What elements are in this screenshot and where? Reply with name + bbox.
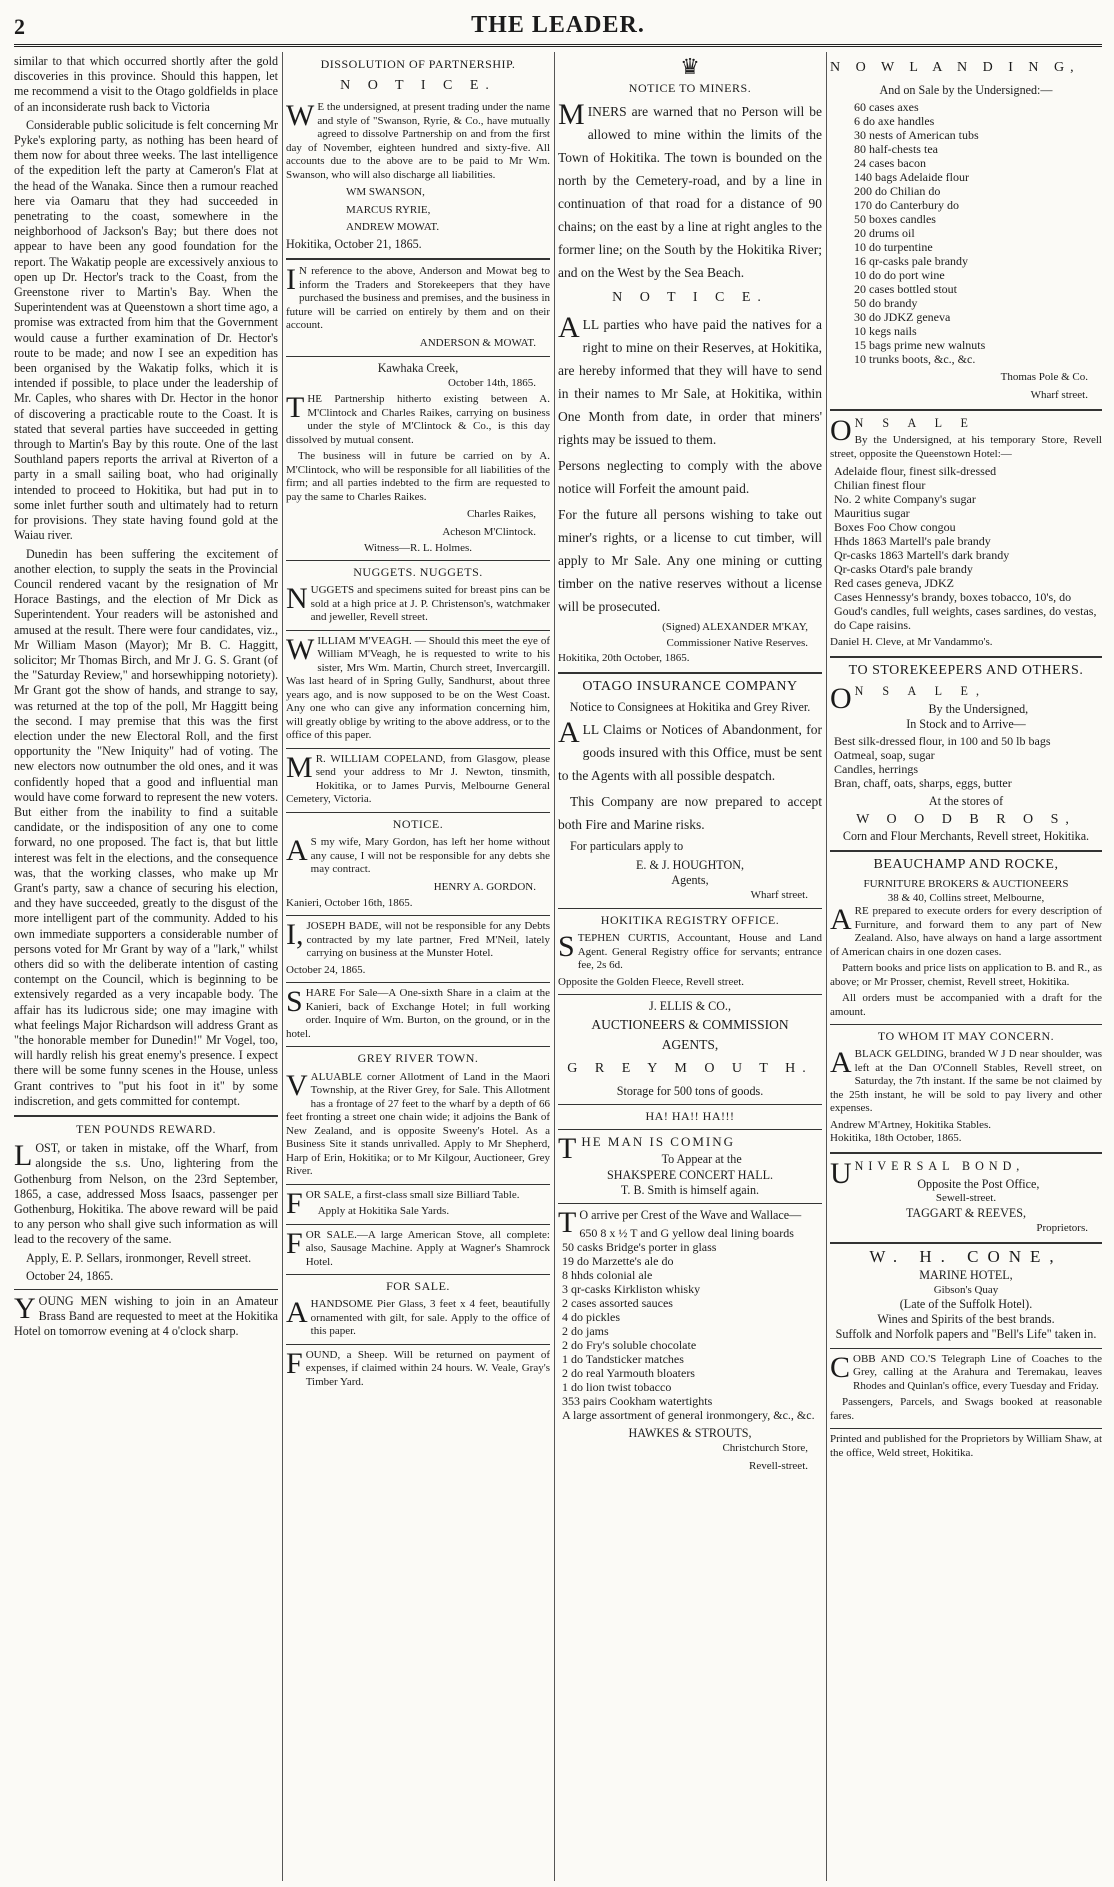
hawkes-name: HAWKES & STROUTS, — [628, 1426, 752, 1441]
witness: Witness—R. L. Holmes. — [363, 541, 473, 554]
mveagh-body: WILLIAM M'VEAGH. — Should this meet the eye of William M'Veagh, he is requested to write to his sister, Mrs Wm. Martin, Church street, Invercargill. Was last heard of in Spring Gully, Sandhurst, about three years ago, and is now supposed to be on the West Coast. Any one who can give any information concerning him, will greatly oblige by writing to the above address, or to the office of this paper. — [286, 632, 550, 742]
drop-cap: A — [830, 903, 852, 937]
drop-cap: F — [286, 1346, 303, 1380]
list-item: 200 do Chilian do — [854, 184, 941, 199]
drop-cap: F — [286, 1186, 303, 1220]
list-item: Oatmeal, soap, sugar — [834, 748, 935, 763]
billiard-apply: Apply at Hokitika Sale Yards. — [317, 1205, 450, 1218]
list-item: 20 drums oil — [854, 226, 915, 241]
grey-river-heading: GREY RIVER TOWN. — [357, 1051, 479, 1066]
drop-cap: T — [558, 1205, 577, 1239]
otago-agent-3: Wharf street. — [750, 888, 808, 901]
beauchamp-sub: FURNITURE BROKERS & AUCTIONEERS — [863, 878, 1069, 891]
dissolution-heading: DISSOLUTION OF PARTNERSHIP. — [320, 57, 516, 71]
otago-sub: Notice to Consignees at Hokitika and Grey River. — [569, 700, 811, 715]
storekeepers-heading: TO STOREKEEPERS AND OTHERS. — [848, 662, 1084, 678]
bond-line-2: Sewell-street. — [935, 1192, 997, 1205]
list-item: 2 cases assorted sauces — [562, 1296, 673, 1311]
separator — [558, 994, 822, 995]
separator — [286, 258, 550, 260]
list-item: 10 trunks boots, &c., &c. — [854, 352, 976, 367]
list-item: Qr-casks 1863 Martell's dark brandy — [834, 548, 1010, 563]
signature: HENRY A. GORDON. — [433, 880, 536, 893]
column-4 — [830, 54, 1102, 1881]
column-2 — [286, 54, 550, 1881]
ha-heading: HA! HA!! HA!!! — [645, 1108, 735, 1123]
list-item: Qr-casks Otard's pale brandy — [834, 562, 973, 577]
separator — [286, 982, 550, 983]
separator — [830, 1348, 1102, 1349]
storekeepers-line-2: In Stock and to Arrive— — [906, 717, 1026, 732]
list-item: 30 nests of American tubs — [854, 128, 979, 143]
column-3 — [558, 54, 822, 1881]
list-item: 24 cases bacon — [854, 156, 926, 171]
separator — [14, 1115, 278, 1117]
landing-signature-2: Wharf street. — [1030, 388, 1088, 401]
drop-cap: O — [830, 413, 852, 447]
kawhaka-body-2: The business will in future be carried on by A. M'Clintock, who will be responsible for all liabilities of the firm; and all parties indebted to the firm are requested to pay the same to Charles Raikes. — [286, 450, 550, 503]
landing-sub: And on Sale by the Undersigned:— — [879, 83, 1053, 98]
beauchamp-address: 38 & 40, Collins street, Melbourne, — [887, 891, 1045, 904]
separator — [286, 356, 550, 357]
list-item: 2 do jams — [562, 1324, 609, 1339]
separator — [558, 672, 822, 674]
list-item: 2 do Fry's soluble chocolate — [562, 1338, 697, 1353]
separator — [830, 1242, 1102, 1244]
separator — [558, 1104, 822, 1105]
grey-river-body: VALUABLE corner Allotment of Land in the Maori Township, at the River Grey, for Sale. This Allotment has a frontage of 27 feet to the wharf by a depth of 66 feet fronting a street one chain wide; it adjoins the Bank of New Zealand, and is opposite Sweeny's Hotel. As a Business Site it stands unrivalled. Apply to Mr Shepherd, Harp of Erin, Hokitika; or to Mr Kilgour, Auctioneer, Grey River. — [286, 1068, 550, 1178]
drop-cap: S — [286, 985, 303, 1019]
masthead-rule — [14, 44, 1102, 47]
drop-cap: A — [830, 1046, 852, 1080]
list-item: 50 casks Bridge's porter in glass — [562, 1240, 717, 1255]
registry-body-2: Opposite the Golden Fleece, Revell street. — [558, 975, 745, 988]
glass-body: AHANDSOME Pier Glass, 3 feet x 4 feet, beautifully ornamented with gilt, for sale. Apply to the office of this paper. — [286, 1296, 550, 1338]
kawhaka-body: THE Partnership hitherto existing between A. M'Clintock and Charles Raikes, carrying on business under the style of M'Clintock & Co., is this day dissolved by mutual consent. — [286, 391, 550, 446]
ellis-storage: Storage for 500 tons of goods. — [616, 1083, 764, 1098]
royal-crest-icon: ♛ — [680, 54, 700, 79]
separator — [830, 1428, 1102, 1429]
bond-line-1: Opposite the Post Office, — [917, 1177, 1040, 1192]
notice-signature-title: Commissioner Native Reserves. — [666, 636, 808, 649]
column-divider — [554, 52, 555, 1881]
cone-line-5: Suffolk and Norfolk papers and "Bell's Life" taken in. — [835, 1327, 1097, 1342]
concern-date: Hokitika, 18th October, 1865. — [830, 1132, 962, 1145]
storekeepers-line-1: By the Undersigned, — [928, 701, 1029, 716]
reward-date: October 24, 1865. — [26, 1268, 114, 1283]
column-1 — [14, 54, 278, 1881]
list-item: Red cases geneva, JDKZ — [834, 576, 954, 591]
newspaper-title: THE LEADER. — [471, 12, 645, 38]
concern-heading: TO WHOM IT MAY CONCERN. — [877, 1029, 1055, 1044]
list-item: 80 half-chests tea — [854, 142, 938, 157]
drop-cap: U — [830, 1156, 852, 1190]
miners-body: MINERS are warned that no Person will be allowed to mine within the limits of the Town of Hokitika. The town is bounded on the north by the Cemetery-road, and by a line in continuation of that road for a distance of 90 chains; on the east by a line at right angles to the former line; on the South by the Hokitika River; and on the West by the Sea Beach. — [558, 98, 822, 281]
drop-cap: W — [286, 632, 315, 666]
cone-line-1: MARINE HOTEL, — [919, 1268, 1013, 1283]
masthead — [14, 8, 1102, 42]
drop-cap: A — [286, 834, 308, 868]
list-item: 10 do do port wine — [854, 268, 945, 283]
drop-cap: T — [286, 391, 305, 425]
gordon-date: Kanieri, October 16th, 1865. — [286, 896, 413, 909]
list-item: 15 bags prime new walnuts — [854, 338, 986, 353]
landing-signature: Thomas Pole & Co. — [1000, 371, 1088, 384]
drop-cap: S — [558, 930, 575, 964]
notice-body-2: Persons neglecting to comply with the above notice will Forfeit the amount paid. — [558, 458, 822, 497]
notice-2-heading: NOTICE. — [392, 816, 444, 831]
ellis-name: J. ELLIS & CO., — [649, 999, 731, 1014]
concern-signature: Andrew M'Artney, Hokitika Stables. — [830, 1118, 992, 1131]
separator — [286, 1344, 550, 1345]
beauchamp-body-3: All orders must be accompanied with a draft for the amount. — [830, 992, 1102, 1018]
separator — [558, 908, 822, 909]
list-item: 353 pairs Cookham watertights — [562, 1394, 713, 1409]
cone-line-3: (Late of the Suffolk Hotel). — [899, 1297, 1033, 1312]
ellis-town: G R E Y M O U T H. — [567, 1060, 813, 1076]
man-line-1: To Appear at the — [661, 1152, 742, 1167]
cobb-body-2: Passengers, Parcels, and Swags booked at reasonable fares. — [830, 1396, 1102, 1422]
bade-body: I, JOSEPH BADE, will not be responsible for any Debts contracted by my late partner, Fred M'Neil, lately carrying on business at the Munster Hotel. — [286, 918, 550, 960]
separator — [286, 1274, 550, 1275]
on-sale-heading: N S A L E — [854, 415, 976, 430]
article-paragraph: Dunedin has been suffering the excitement of another election, to supply the seats in the Provincial Council rendered vacant by the resignation of Mr Horace Bastings, and the election of Mr Dick as Superintendent. Your readers will be astonished and amused at the result. There were four candidates, viz., Mr William Mason (Mayor); Mr B. C. Haggitt, solicitor; Mr Thomas Birch, and Mr J. G. S. Grant (of the "Saturday Review," and horsewhipping notoriety). Mr Grant got the show of hands, and strange to say, was returned at the top of the poll, Mr Haggitt being the second. I may premise that this was the first election under the new Electoral Roll, and the first opportunity the "New Iniquity" had of voting. The new electors now outnumber the old ones, and it was confidently hoped that a good and influential man would have come forward to represent the new voters. But either from the inability to find a suitable candidate, or the indisposition of any one to come forward, no one proposed. The fact is, that but little interest was felt in the elections, and the consequence was, that the working classes, who make up Mr Grant's party, saw a chance of securing his election, and they have succeeded, greatly to the disgust of the more intelligent part of the community. Added to his own immediate supporters a considerable number of persons voted for Mr Grant by way of a "lark," whilst others did so with the deliberate intention of casting contempt on the Council, which is beginning to be extensively regarded as a very incapable body. The affair has its ludicrous side; one may imagine with what feelings Major Richardson will address Grant as "the honorable member for Dunedin!" Mr Vogel, too, will hardly relish his great enemy's presence. I expect there will be some funny scenes in the House, unless Grant contrives to "put his foot in it" by some indiscretion, and gets committed for contempt. — [14, 546, 278, 1108]
drop-cap: A — [558, 716, 580, 750]
drop-cap: T — [558, 1132, 579, 1166]
list-item: 20 cases bottled stout — [854, 282, 957, 297]
drop-cap: M — [558, 98, 585, 132]
list-item: 8 hhds colonial ale — [562, 1268, 653, 1283]
list-item: A large assortment of general ironmongery, &c., &c. — [562, 1408, 815, 1423]
beauchamp-body: ARE prepared to execute orders for every description of Furniture, and forward them to any part of New Zealand. Also, have always on hand a large assortment of American chairs in one dozen cases. — [830, 903, 1102, 958]
bade-date: October 24, 1865. — [286, 963, 366, 976]
man-line-2: SHAKSPERE CONCERT HALL. — [606, 1167, 774, 1182]
drop-cap: F — [286, 1226, 303, 1260]
landing-list — [854, 100, 1102, 366]
beauchamp-heading: BEAUCHAMP AND ROCKE, — [873, 856, 1059, 872]
list-item: 19 do Marzette's ale do — [562, 1254, 674, 1269]
list-item: Candles, herrings — [834, 762, 918, 777]
separator — [830, 409, 1102, 411]
storekeepers-on-sale: N S A L E, — [854, 683, 987, 698]
drop-cap: V — [286, 1068, 308, 1102]
drop-cap: O — [830, 681, 852, 715]
storekeepers-line-5: Corn and Flour Merchants, Revell street, Hokitika. — [842, 828, 1090, 843]
man-line-3: T. B. Smith is himself again. — [620, 1182, 760, 1197]
drop-cap: L — [14, 1139, 33, 1173]
drop-cap: N — [286, 582, 308, 616]
separator — [286, 915, 550, 916]
wave-body: T O arrive per Crest of the Wave and Wallace— — [558, 1205, 802, 1239]
registry-body: STEPHEN CURTIS, Accountant, House and Land Agent. General Registry office for servants; entrance fee, 2s 6d. — [558, 930, 822, 972]
signature: Acheson M'Clintock. — [442, 525, 536, 538]
otago-agent: E. & J. HOUGHTON, — [636, 857, 744, 872]
separator — [286, 1046, 550, 1047]
list-item: 60 cases axes — [854, 100, 919, 115]
separator — [14, 1289, 278, 1290]
dissolution-body: W E the undersigned, at present trading under the name and style of "Swanson, Ryrie, & Co., have mutually agreed to dissolve Partnership on and from the first day of November, eighteen hundred and sixty-five. All accounts due to the above are to be paid to Mr Wm. Swanson, who will also discharge all liabilities. — [286, 99, 550, 181]
drop-cap: W — [286, 99, 315, 133]
bond-heading: NIVERSAL BOND, — [854, 1158, 1025, 1173]
separator — [830, 1152, 1102, 1154]
separator — [830, 656, 1102, 658]
list-item: Bran, chaff, oats, sharps, eggs, butter — [834, 776, 1012, 791]
drop-cap: Y — [14, 1292, 36, 1326]
list-item: 50 do brandy — [854, 296, 918, 311]
nuggets-heading: NUGGETS. NUGGETS. — [353, 565, 483, 580]
wave-list — [562, 1226, 822, 1422]
otago-agent-2: Agents, — [671, 872, 709, 887]
on-sale-body: By the Undersigned, at his temporary Store, Revell street, opposite the Queenstown Hotel:— — [830, 434, 1102, 460]
separator — [286, 1224, 550, 1225]
list-item: 10 do turpentine — [854, 240, 933, 255]
drop-cap: M — [286, 750, 313, 784]
registry-heading: HOKITIKA REGISTRY OFFICE. — [600, 913, 780, 928]
signature: MARCUS RYRIE, — [346, 203, 431, 216]
separator — [286, 560, 550, 561]
list-item: 10 kegs nails — [854, 324, 917, 339]
imprint: Printed and published for the Proprietors by William Shaw, at the office, Weld street, Hokitika. — [830, 1433, 1102, 1459]
hawkes-street: Revell-street. — [749, 1459, 808, 1472]
separator — [830, 850, 1102, 852]
reward-body: LOST, or taken in mistake, off the Wharf, from alongside the s.s. Uno, lightering from the Gothenburg from Nelson, on the 23rd September, 1865, a case, addressed Moss Isaacs, passenger per Gothenburg, Hokitika. The above reward will be paid to any person who shall give such information as will lead to the recovery of the same. — [14, 1139, 278, 1247]
list-item: 50 boxes candles — [854, 212, 936, 227]
beauchamp-body-2: Pattern books and price lists on application to B. and R., as above; or Mr Prosser, chemist, Revell street, Hokitika. — [830, 962, 1102, 988]
reward-apply: Apply, E. P. Sellars, ironmonger, Revell street. — [26, 1250, 252, 1265]
list-item: 2 do real Yarmouth bloaters — [562, 1366, 695, 1381]
list-item: Mauritius sugar — [834, 506, 910, 521]
page-number: 2 — [14, 14, 25, 39]
article-paragraph: similar to that which occurred shortly after the gold discoveries in this province. Should this happen, let me recommend a visit to the Otago goldfields in place of an inconsiderate rush back to Victoria — [14, 54, 278, 114]
on-sale-signature: Daniel H. Cleve, at Mr Vandammo's. — [830, 636, 993, 649]
gordon-body: A S my wife, Mary Gordon, has left her home without any cause, I will not be responsible for any debts she may contract. — [286, 834, 550, 876]
nuggets-body: NUGGETS and specimens suited for breast pins can be sold at a high price at J. P. Christenson's, watchmaker and jeweller, Revell street. — [286, 582, 550, 624]
sheep-body: FOUND, a Sheep. Will be returned on payment of expenses, if claimed within 24 hours. W. Veale, Gray's Timber Yard. — [286, 1346, 550, 1388]
for-sale-heading: FOR SALE. — [386, 1279, 450, 1294]
separator — [558, 1129, 822, 1130]
separator — [558, 1203, 822, 1204]
on-sale-list — [834, 464, 1102, 632]
otago-body-2: This Company are now prepared to accept both Fire and Marine risks. — [558, 794, 822, 833]
otago-body: ALL Claims or Notices of Abandonment, for goods insured with this Office, must be sent to the Agents with all possible despatch. — [558, 716, 822, 784]
list-item: 6 do axe handles — [854, 114, 935, 129]
list-item: 1 do Tandsticker matches — [562, 1352, 684, 1367]
drop-cap: A — [558, 311, 580, 345]
list-item: Hhds 1863 Martell's pale brandy — [834, 534, 991, 549]
kawhaka-place: Kawhaka Creek, — [377, 360, 459, 375]
storekeepers-line-3: At the stores of — [928, 794, 1004, 809]
notice-signature: (Signed) ALEXANDER M'KAY, — [662, 621, 808, 634]
separator — [830, 1024, 1102, 1025]
cone-heading: W. H. CONE, — [869, 1247, 1063, 1267]
drop-cap: C — [830, 1350, 851, 1384]
cone-line-4: Wines and Spirits of the best brands. — [877, 1312, 1055, 1327]
bond-line-3: TAGGART & REEVES, — [905, 1205, 1027, 1220]
list-item: 170 do Canterbury do — [854, 198, 959, 213]
storekeepers-list — [834, 734, 1102, 790]
list-item: 650 8 x ½ T and G yellow deal lining boards — [579, 1226, 794, 1241]
otago-insurance-heading: OTAGO INSURANCE COMPANY — [582, 678, 798, 694]
drop-cap: I, — [286, 918, 304, 952]
reward-heading: TEN POUNDS REWARD. — [75, 1122, 216, 1137]
signature: ANDREW MOWAT. — [346, 220, 440, 233]
separator — [286, 630, 550, 631]
separator — [286, 1184, 550, 1185]
otago-body-3: For particulars apply to — [570, 839, 684, 854]
signature: Charles Raikes, — [466, 508, 536, 521]
wood-bros: W O O D B R O S, — [856, 811, 1076, 827]
separator — [286, 812, 550, 813]
notice-date: Hokitika, 20th October, 1865. — [558, 652, 690, 665]
billiard-body: FOR SALE, a first-class small size Billiard Table. — [286, 1186, 520, 1220]
separator — [286, 748, 550, 749]
dissolution-date: Hokitika, October 21, 1865. — [286, 237, 422, 252]
ellis-title: AUCTIONEERS & COMMISSION — [591, 1016, 789, 1032]
kawhaka-date: October 14th, 1865. — [448, 377, 536, 390]
list-item: 140 bags Adelaide flour — [854, 170, 969, 185]
concern-body: ABLACK GELDING, branded W J D near shoulder, was left at the Dan O'Connell Stables, Revell street, on Saturday, the 7th instant. If the same be not claimed by the 25th instant, he will be sold to pay livery and other expenses. — [830, 1046, 1102, 1115]
notice-body-3: For the future all persons wishing to take out miner's rights, or a license to cut timber, will apply to Mr Sale. Any one mining or cutting timber on the native reserves without a license will be prosecuted. — [558, 507, 822, 615]
stove-body: FOR SALE.—A large American Stove, all complete: also, Sausage Machine. Apply at Wagner's Shamrock Hotel. — [286, 1226, 550, 1268]
bond-line-4: Proprietors. — [1036, 1221, 1088, 1234]
notice-heading: N O T I C E. — [340, 78, 496, 94]
list-item: 3 qr-casks Kirkliston whisky — [562, 1282, 701, 1297]
ellis-agents: AGENTS, — [661, 1036, 719, 1052]
signature: ANDERSON & MOWAT. — [419, 336, 536, 349]
landing-heading: N O W L A N D I N G, — [830, 60, 1080, 75]
list-item: Best silk-dressed flour, in 100 and 50 lb bags — [834, 734, 1051, 749]
column-divider — [282, 52, 283, 1881]
drop-cap: I — [286, 263, 296, 297]
list-item: No. 2 white Company's sugar — [834, 492, 976, 507]
drop-cap: A — [286, 1296, 308, 1330]
hawkes-store: Christchurch Store, — [722, 1442, 808, 1455]
list-item: Adelaide flour, finest silk-dressed — [834, 464, 997, 479]
man-heading: HE MAN IS COMING — [581, 1134, 736, 1150]
list-item: 16 qr-casks pale brandy — [854, 254, 969, 269]
column-divider — [826, 52, 827, 1881]
list-item: 1 do lion twist tobacco — [562, 1380, 672, 1395]
young-men-ad: YOUNG MEN wishing to join in an Amateur Brass Band are requested to meet at the Hokitika Hotel on tomorrow evening at 4 o'clock sharp. — [14, 1292, 278, 1339]
signature: WM SWANSON, — [346, 186, 425, 199]
list-item: 4 do pickles — [562, 1310, 620, 1325]
list-item: Cases Hennessy's brandy, boxes tobacco, 10's, do Goud's candles, full weights, cases sardines, do vestas, do Cape raisins. — [834, 590, 1097, 633]
notice-heading: N O T I C E. — [612, 290, 768, 306]
reference-body: I N reference to the above, Anderson and Mowat beg to inform the Traders and Storekeepers that they have purchased the business and premises, and the business in future will be carried on entirely by them and on their account. — [286, 263, 550, 332]
copeland-body: M R. WILLIAM COPELAND, from Glasgow, please send your address to Mr J. Newton, tinsmith, Hokitika, or to James Purvis, Melbourne General Cemetery, Victoria. — [286, 750, 550, 806]
share-body: SHARE For Sale—A One-sixth Share in a claim at the Kanieri, back of Exchange Hotel; in full working order. Inquire of Wm. Burton, on the ground, or in the hotel. — [286, 985, 550, 1040]
list-item: Chilian finest flour — [834, 478, 926, 493]
cone-line-2: Gibson's Quay — [933, 1283, 999, 1296]
list-item: 30 do JDKZ geneva — [854, 310, 951, 325]
list-item: Boxes Foo Chow congou — [834, 520, 956, 535]
notice-body: ALL parties who have paid the natives for a right to mine on their Reserves, at Hokitika, are hereby informed that they will have to send in their names to Mr Sale, at Hokitika, within One Month from date, in order that miners' rights may be issued to them. — [558, 311, 822, 448]
cobb-body: COBB AND CO.'S Telegraph Line of Coaches to the Grey, calling at the Arahura and Teremakau, leaves Rhodes and Quinlan's office, every Tuesday and Friday. — [830, 1350, 1102, 1392]
article-paragraph: Considerable public solicitude is felt concerning Mr Pyke's exploring party, as nothing has been heard of them now for about three weeks. The last intelligence of the expedition left the party at Cameron's Flat at the head of the Wanaka. Since then a rumour reached here via Oamaru that they had succeeded in penetrating to the coast, somewhere in the neighborhood of Jackson's Bay; but there does not appear to have been any good foundation for the report. The Wakatip people are excessively anxious to open up Dr. Hector's track to the Coast, from the Greenstone river to Martin's Bay. When the Superintendent was at Queenstown a short time ago, a promise was extracted from him that the Government would cause a further examination of Dr. Hector's route to be made; and now I see an expedition has been organised by the Wakatip folks, which it is intended if possible, to place under the leadership of Mr. Caples, who shares with Dr. Hector in the honor of discovering a practicable route to the Coast. It is stated that several parties have succeeded in getting through to Martin's Bay by this route. One of the last Southland papers reports the arrival at Riverton of a party in a small sailing boat, who had originally intended to proceed to Hokitika, but had put in to some inlet further south and ultimately had to return for provisions. They state having found gold at the Waiau river. — [14, 117, 278, 543]
miners-heading: NOTICE TO MINERS. — [628, 81, 752, 95]
